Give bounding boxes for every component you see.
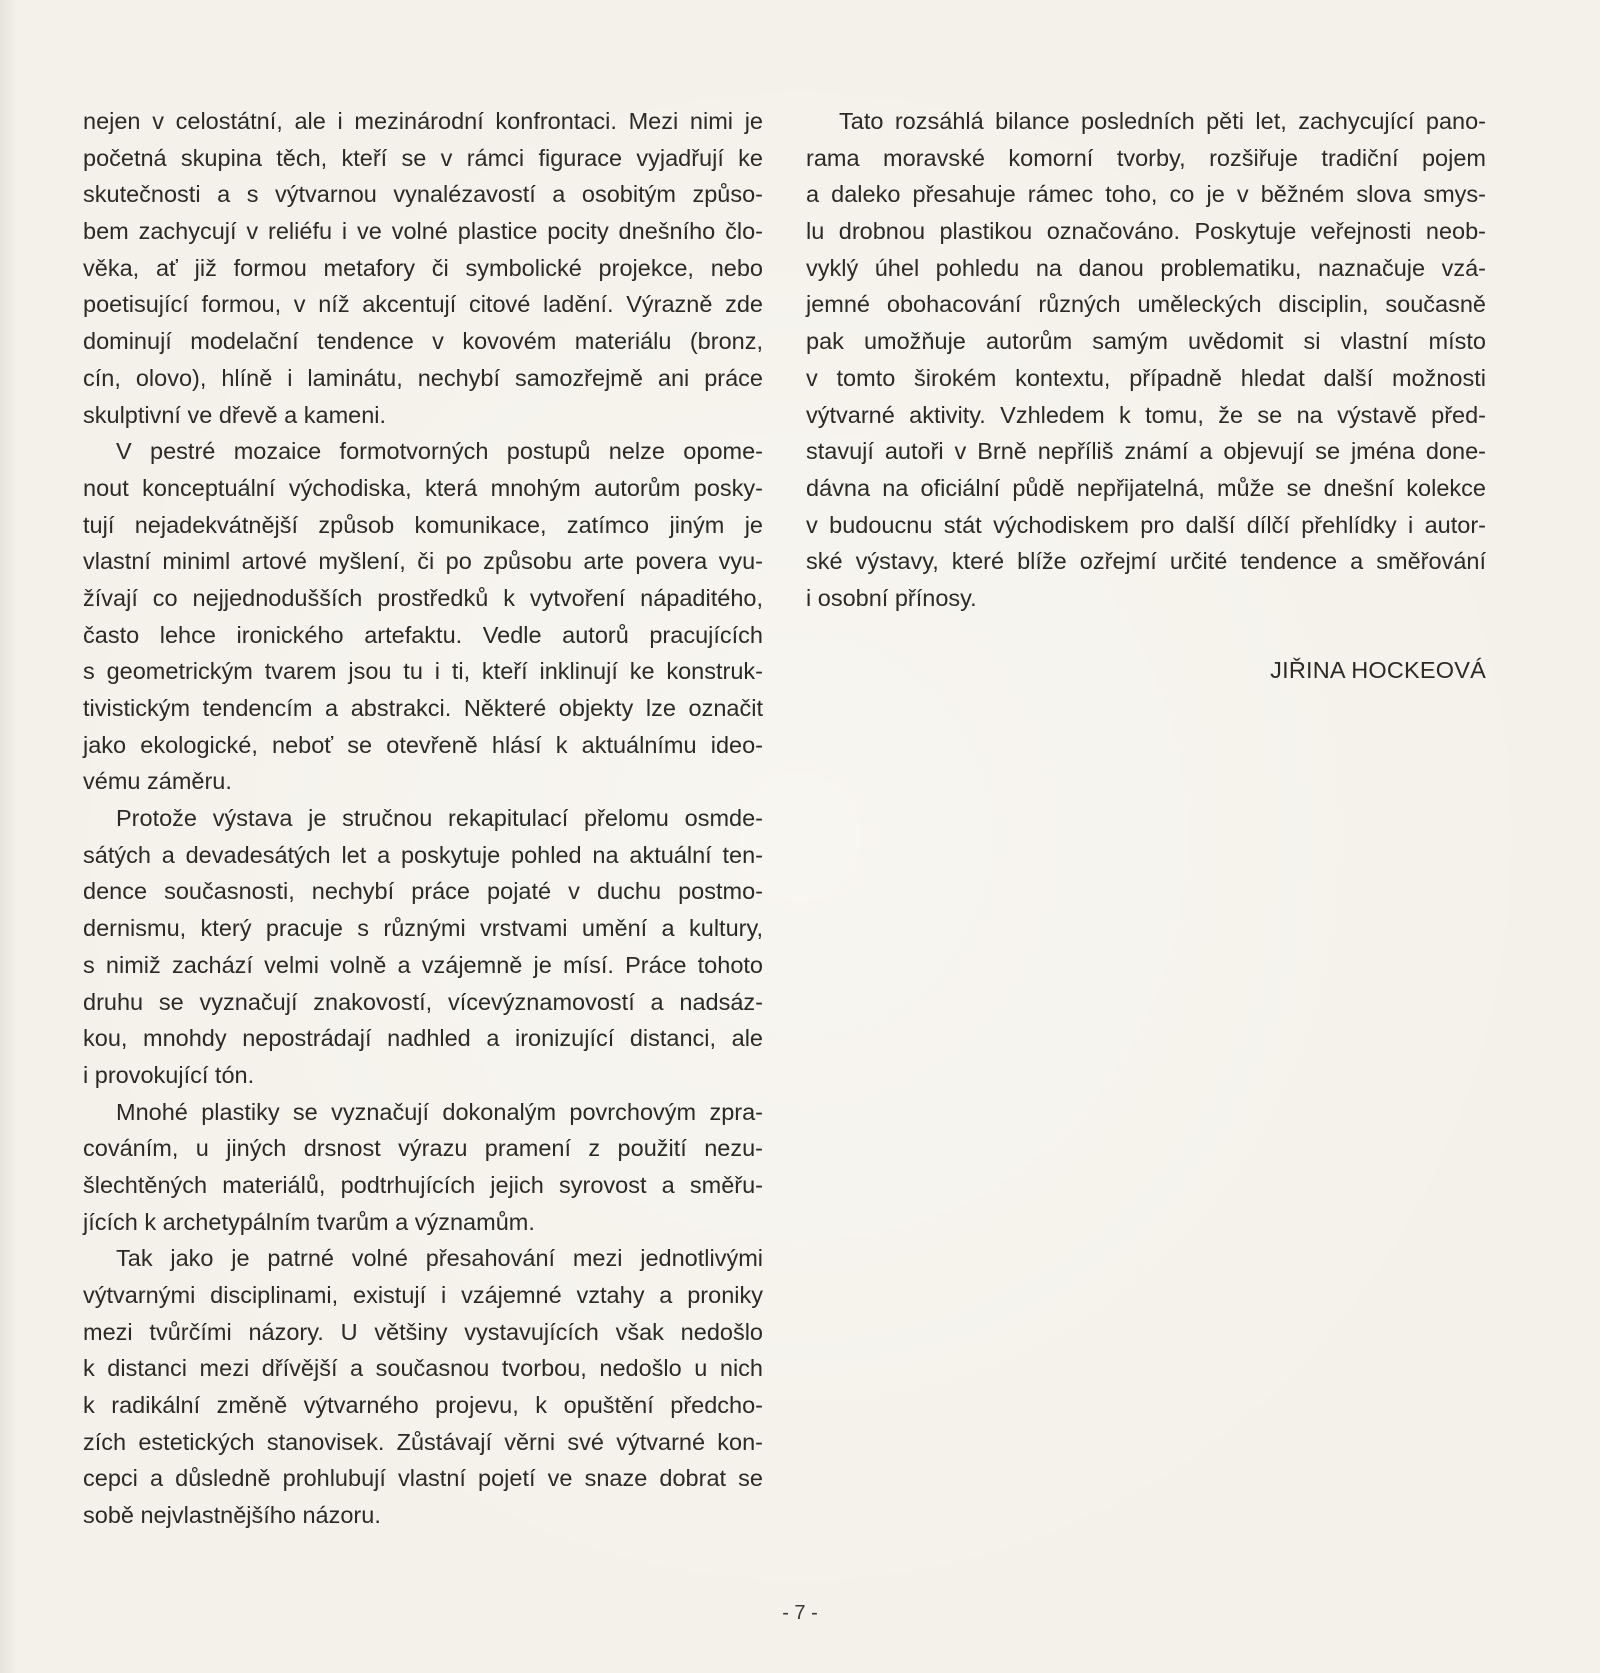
text-line: sobě nejvlastnějšího názoru. — [83, 1502, 381, 1529]
text-line: tivistickým tendencím a abstrakci. Některé objekty lze označit — [83, 695, 763, 721]
text-line: šlechtěných materiálů, podtrhujících jejich syrovost a směřu- — [83, 1171, 763, 1198]
text-line: jících k archetypálním tvarům a významům. — [83, 1208, 535, 1235]
text-line: dence současnosti, nechybí práce pojaté v duchu postmo- — [83, 878, 763, 905]
text-line: rama moravské komorní tvorby, rozšiřuje tradiční pojem — [806, 144, 1486, 171]
text-line: jako ekologické, neboť se otevřeně hlásí k aktuálnímu ideo- — [83, 731, 763, 758]
text-line: zích estetických stanovisek. Zůstávají věrni své výtvarné kon- — [83, 1428, 763, 1455]
text-line: věka, ať již formou metafory či symbolické projekce, nebo — [83, 254, 763, 281]
text-line: cováním, u jiných drsnost výrazu pramení z použití nezu- — [83, 1135, 763, 1162]
right-text-column — [806, 103, 1486, 617]
text-line: vlastní miniml artové myšlení, či po způsobu arte povera vyu- — [83, 548, 763, 575]
text-line: skutečnosti a s výtvarnou vynalézavostí a osobitým způso- — [83, 181, 763, 208]
text-line: početná skupina těch, kteří se v rámci figurace vyjadřují ke — [83, 144, 763, 171]
text-line: V pestré mozaice formotvorných postupů nelze opome- — [116, 438, 763, 465]
text-line: mezi tvůrčími názory. U většiny vystavujících však nedošlo — [83, 1318, 763, 1345]
text-line: dernismu, který pracuje s různými vrstvami umění a kultury, — [83, 915, 763, 942]
text-line: Tak jako je patrné volné přesahování mezi jednotlivými — [116, 1245, 763, 1272]
text-line: nejen v celostátní, ale i mezinárodní konfrontaci. Mezi nimi je — [83, 108, 763, 134]
text-line: žívají co nejjednodušších prostředků k vytvoření nápaditého, — [83, 584, 763, 611]
text-line: Mnohé plastiky se vyznačují dokonalým povrchovým zpra- — [116, 1098, 763, 1125]
text-line: poetisující formou, v níž akcentují citové ladění. Výrazně zde — [83, 291, 763, 318]
text-line: cepci a důsledně prohlubují vlastní pojetí ve snaze dobrat se — [83, 1465, 763, 1492]
text-line: pak umožňuje autorům samým uvědomit si vlastní místo — [806, 328, 1486, 355]
text-line: vému záměru. — [83, 768, 232, 795]
text-line: k radikální změně výtvarného projevu, k opuštění předcho- — [83, 1392, 763, 1419]
text-line: k distanci mezi dřívější a současnou tvorbou, nedošlo u nich — [83, 1355, 763, 1382]
text-line: lu drobnou plastikou označováno. Poskytuje veřejnosti neob- — [806, 218, 1486, 245]
text-line: často lehce ironického artefaktu. Vedle autorů pracujících — [83, 621, 763, 648]
text-line: druhu se vyznačují znakovostí, vícevýznamovostí a nadsáz- — [83, 988, 763, 1015]
text-line: vyklý úhel pohledu na danou problematiku, naznačuje vzá- — [806, 254, 1486, 281]
text-line: výtvarnými disciplinami, existují i vzájemné vztahy a proniky — [83, 1282, 763, 1308]
text-line: s nimiž zachází velmi volně a vzájemně je mísí. Práce tohoto — [83, 951, 763, 978]
text-line: s geometrickým tvarem jsou tu i ti, kteří inklinují ke konstruk- — [83, 658, 763, 685]
text-line: i provokující tón. — [83, 1061, 255, 1088]
left-text-column — [83, 103, 763, 1534]
text-line: jemné obohacování různých uměleckých disciplin, současně — [806, 291, 1486, 318]
text-line: kou, mnohdy nepostrádají nadhled a ironizující distanci, ale — [83, 1025, 763, 1052]
binding-shadow — [0, 0, 18, 1673]
text-line: sátých a devadesátých let a poskytuje pohled na aktuální ten- — [83, 841, 763, 868]
text-line: Protože výstava je stručnou rekapitulací přelomu osmde- — [116, 805, 763, 832]
text-line: i osobní přínosy. — [806, 584, 977, 611]
text-line: v budoucnu stát východiskem pro další dílčí přehlídky i autor- — [806, 511, 1486, 538]
text-line: tují nejadekvátnější způsob komunikace, zatímco jiným je — [83, 511, 763, 538]
text-line: cín, olovo), hlíně i laminátu, nechybí samozřejmě ani práce — [83, 364, 763, 391]
text-line: a daleko přesahuje rámec toho, co je v běžném slova smys- — [806, 181, 1486, 208]
text-line: dominují modelační tendence v kovovém materiálu (bronz, — [83, 328, 763, 355]
text-line: nout konceptuální východiska, která mnohým autorům posky- — [83, 474, 763, 501]
text-line: v tomto širokém kontextu, případně hledat další možnosti — [806, 364, 1486, 391]
page-number: - 7 - — [782, 1602, 818, 1624]
text-line: výtvarné aktivity. Vzhledem k tomu, že se na výstavě před- — [806, 401, 1486, 428]
author-signature: JIŘINA HOCKEOVÁ — [1270, 657, 1486, 683]
text-line: dávna na oficiální půdě nepřijatelná, může se dnešní kolekce — [806, 474, 1486, 501]
text-line: bem zachycují v reliéfu i ve volné plastice pocity dnešního člo- — [83, 218, 763, 245]
text-line: skulptivní ve dřevě a kameni. — [83, 401, 387, 428]
text-line: ské výstavy, které blíže ozřejmí určité tendence a směřování — [806, 548, 1486, 575]
text-line: Tato rozsáhlá bilance posledních pěti let, zachycující pano- — [839, 108, 1486, 134]
text-line: stavují autoři v Brně nepříliš známí a objevují se jména done- — [806, 438, 1486, 465]
